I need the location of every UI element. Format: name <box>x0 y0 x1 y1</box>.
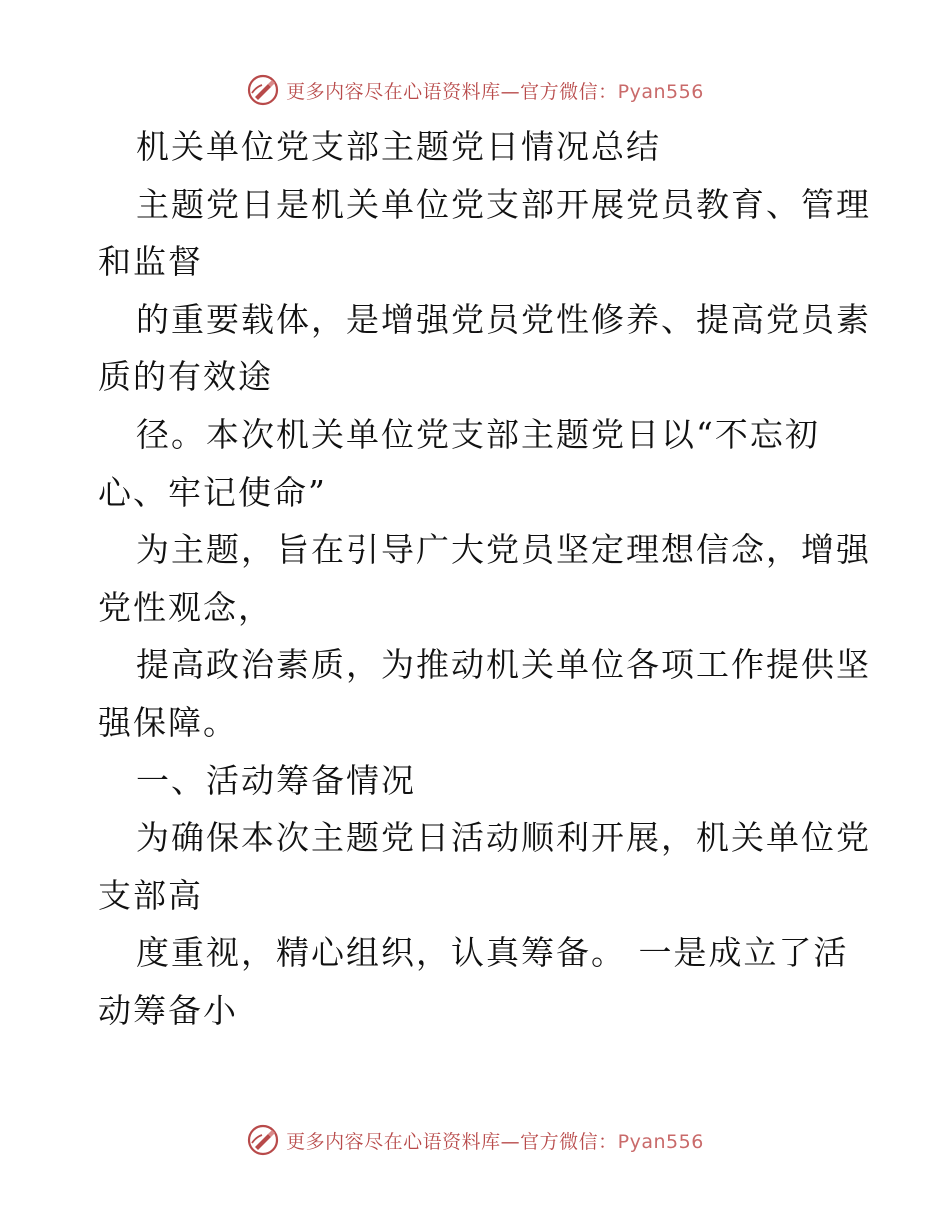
paragraph-line: 支部高 <box>98 875 203 915</box>
banner-slogan: 更多内容尽在心语资料库—官方微信： <box>286 80 618 103</box>
paragraph-line: 为主题，旨在引导广大党员坚定理想信念，增强 <box>136 530 871 570</box>
paragraph-line: 度重视，精心组织，认真筹备。 一是成立了活 <box>136 933 849 973</box>
banner-slogan: 更多内容尽在心语资料库—官方微信： <box>286 1130 618 1153</box>
paragraph-line: 质的有效途 <box>98 357 273 397</box>
paragraph-line: 一、活动筹备情况 <box>136 760 416 800</box>
paragraph-line: 提高政治素质，为推动机关单位各项工作提供坚 <box>136 645 871 685</box>
paragraph-line: 党性观念， <box>98 587 273 627</box>
banner-text <box>286 77 704 104</box>
paragraph-line: 径。本次机关单位党支部主题党日以“不忘初 <box>136 414 820 454</box>
paragraph-line: 动筹备小 <box>98 990 238 1030</box>
document-body <box>98 118 871 1040</box>
banner-wechat-id: Pyan556 <box>617 1130 704 1153</box>
footer-watermark-banner <box>0 1120 950 1160</box>
paragraph-line: 为确保本次主题党日活动顺利开展，机关单位党 <box>136 818 871 858</box>
banner-content <box>246 1123 704 1157</box>
banner-wechat-id: Pyan556 <box>617 80 704 103</box>
banner-text <box>286 1127 704 1154</box>
paragraph-line: 心、牢记使命” <box>98 472 327 512</box>
pen-logo-icon <box>246 1123 280 1157</box>
banner-content <box>246 73 704 107</box>
paragraph-line: 和监督 <box>98 242 203 282</box>
header-watermark-banner <box>0 70 950 110</box>
paragraph-line: 主题党日是机关单位党支部开展党员教育、管理 <box>136 184 871 224</box>
paragraph-line: 强保障。 <box>98 702 238 742</box>
document-title: 机关单位党支部主题党日情况总结 <box>136 127 661 166</box>
pen-logo-icon <box>246 73 280 107</box>
paragraph-line: 的重要载体，是增强党员党性修养、提高党员素 <box>136 299 871 339</box>
